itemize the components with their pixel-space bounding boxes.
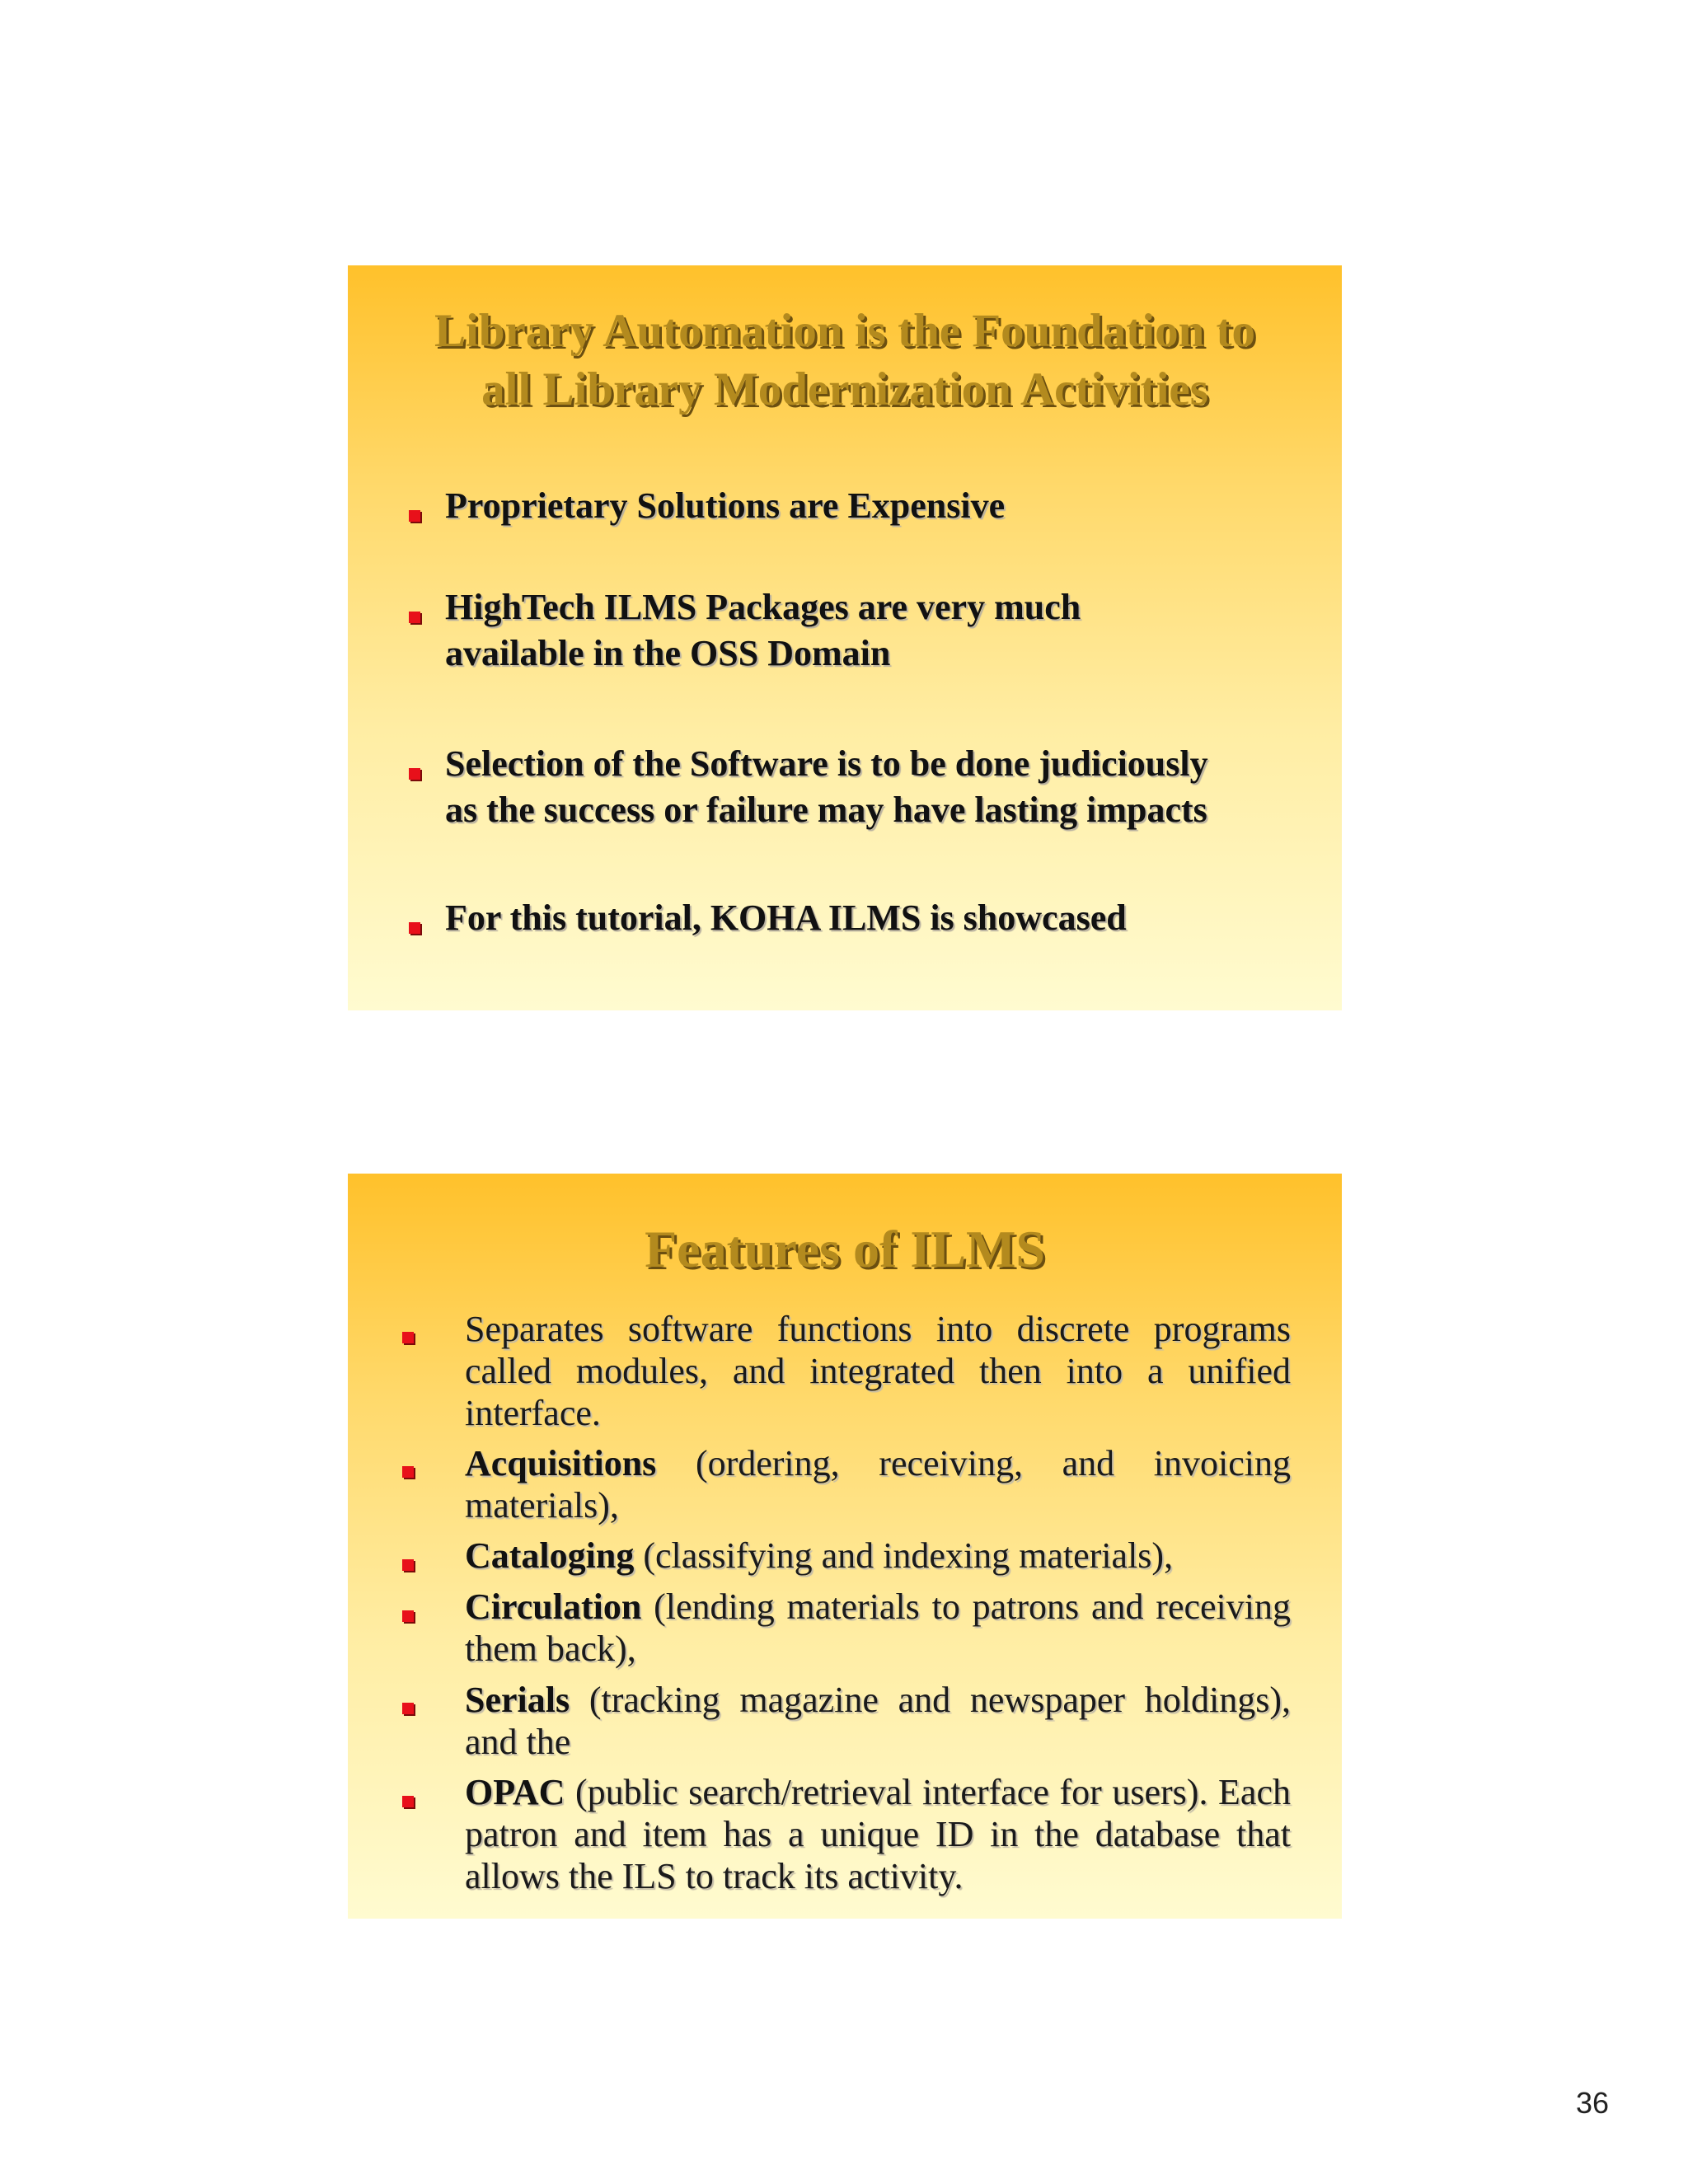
slide1-bullet-2	[445, 584, 1081, 677]
bullet-square-icon	[402, 1559, 414, 1571]
slide2-bullet-2-text: (ordering, receiving, and invoicing materials),	[465, 1443, 1291, 1526]
slide1-bullet-3	[445, 741, 1208, 833]
slide2-bullet-3	[465, 1535, 1291, 1577]
slide1-bullet-2-line1: HighTech ILMS Packages are very much	[445, 587, 1081, 627]
page-number: 36	[1576, 2086, 1610, 2120]
slide2-bullet-4	[465, 1586, 1291, 1670]
bullet-square-icon	[409, 510, 420, 522]
bullet-square-icon	[409, 612, 420, 623]
bullet-square-icon	[402, 1703, 414, 1714]
slide2-bullet-6-term: OPAC	[465, 1772, 565, 1812]
slide1-bullet-1-line1: Proprietary Solutions are Expensive	[445, 485, 1006, 526]
slide1-bullet-3-line1: Selection of the Software is to be done judiciously	[445, 743, 1208, 784]
slide2-bullet-6	[465, 1771, 1291, 1897]
slide2-bullet-1-text: Separates software functions into discrete programs called modules, and integrated then into a unified interface.	[465, 1309, 1291, 1433]
slide1-bullet-2-line2: available in the OSS Domain	[445, 633, 891, 673]
slide1-title	[348, 302, 1342, 419]
slide2-bullet-3-text: (classifying and indexing materials),	[634, 1535, 1174, 1576]
bullet-square-icon	[402, 1796, 414, 1807]
slide2-bullet-5	[465, 1679, 1291, 1763]
slide2-bullet-2-term: Acquisitions	[465, 1443, 657, 1483]
slide2-bullet-5-term: Serials	[465, 1680, 570, 1720]
slide1-title-line1: Library Automation is the Foundation to	[434, 305, 1256, 357]
slide1-bullet-4-line1: For this tutorial, KOHA ILMS is showcased	[445, 898, 1127, 938]
slide-features-of-ilms	[348, 1174, 1342, 1919]
slide2-bullet-4-term: Circulation	[465, 1586, 642, 1627]
slide2-bullet-4-text: (lending materials to patrons and receiving them back),	[465, 1586, 1291, 1669]
slide2-bullet-2	[465, 1442, 1291, 1526]
slide2-title: Features of ILMS	[645, 1220, 1045, 1278]
bullet-square-icon	[402, 1466, 414, 1478]
bullet-square-icon	[409, 922, 420, 934]
slide2-bullet-3-term: Cataloging	[465, 1535, 635, 1576]
slide2-bullet-5-text: (tracking magazine and newspaper holdings), and the	[465, 1680, 1291, 1762]
slide1-bullet-3-line2: as the success or failure may have lasting impacts	[445, 790, 1207, 830]
slide2-bullet-1	[465, 1308, 1291, 1434]
slide1-title-line2: all Library Modernization Activities	[481, 363, 1208, 415]
bullet-square-icon	[402, 1332, 414, 1343]
bullet-square-icon	[402, 1610, 414, 1622]
slide1-bullet-1	[445, 483, 1005, 529]
slide2-bullet-6-text: (public search/retrieval interface for users). Each patron and item has a unique ID in the database that allows the ILS to track its activity.	[465, 1772, 1291, 1896]
slide1-bullet-4	[445, 895, 1127, 941]
slide-library-automation	[348, 265, 1342, 1010]
bullet-square-icon	[409, 768, 420, 780]
